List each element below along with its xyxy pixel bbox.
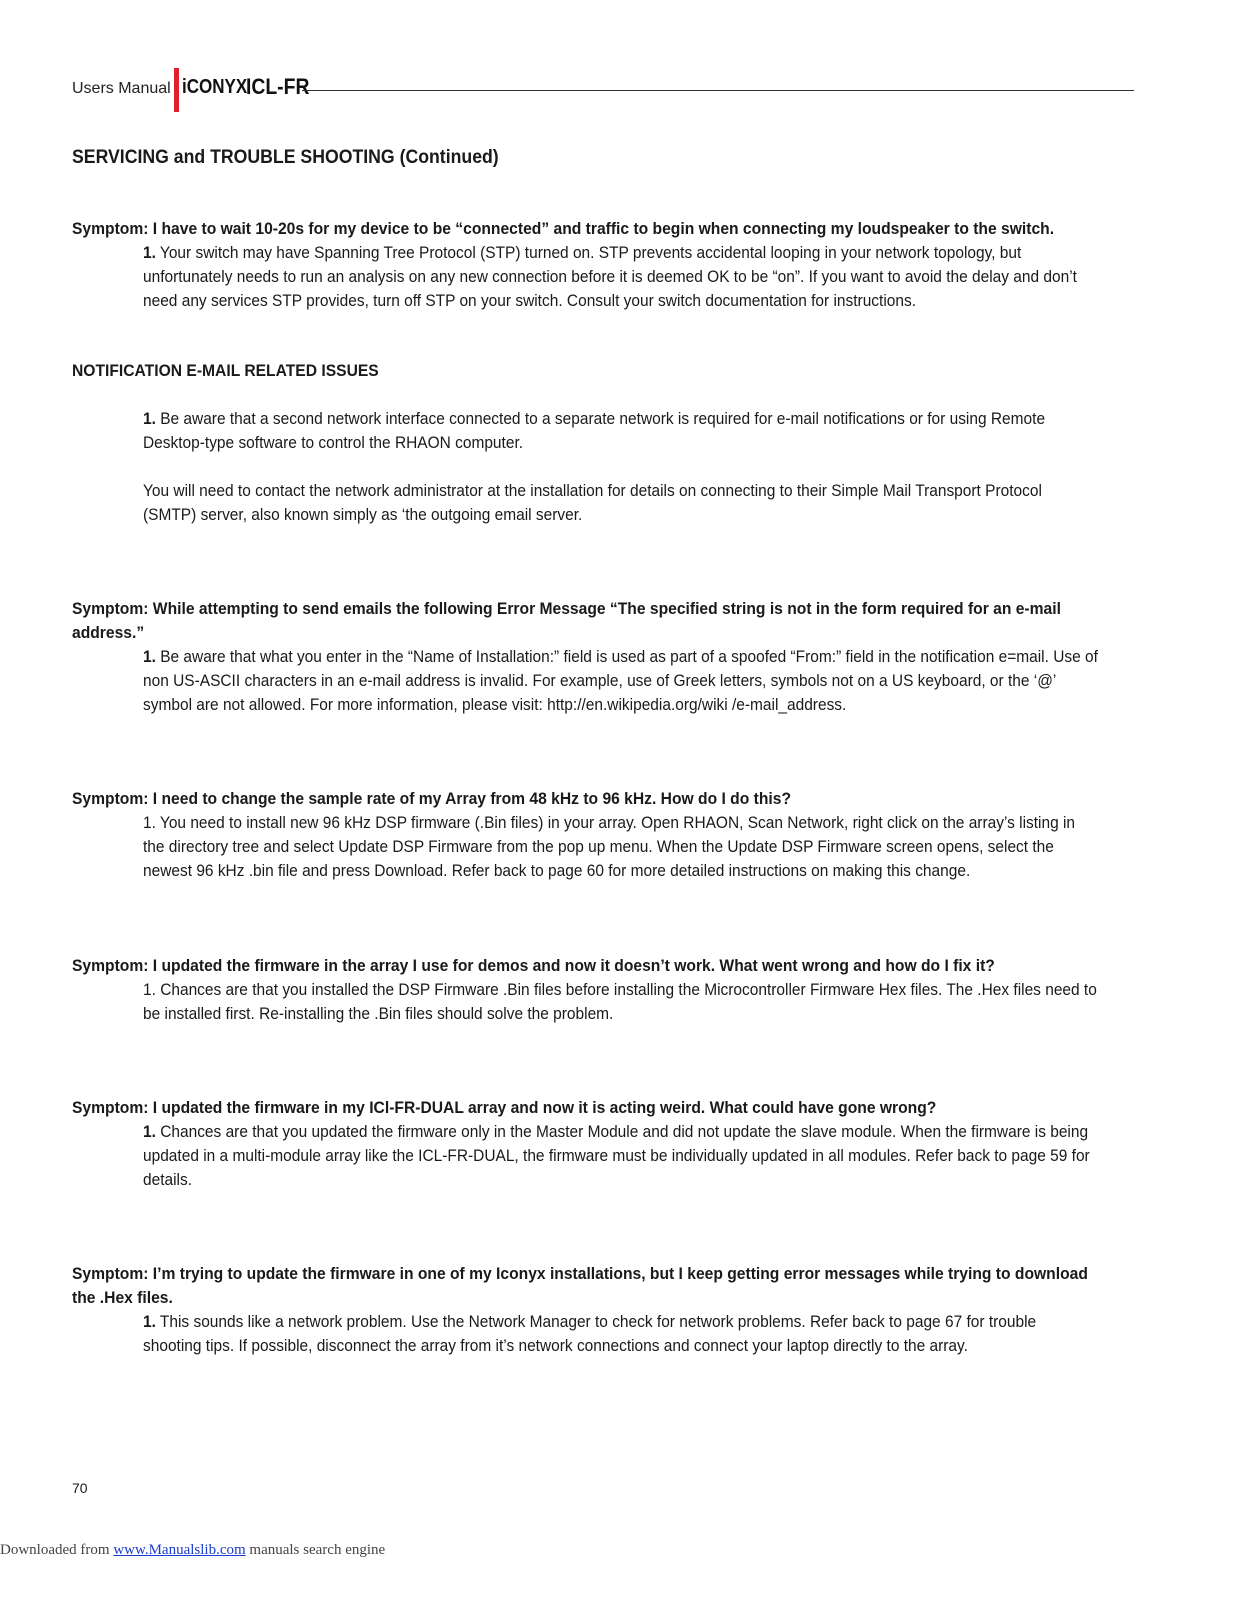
logo-accent-bar [174, 68, 179, 112]
symptom-hex-download: Symptom: I’m trying to update the firmware in one of my Iconyx installations, but I keep getting error messages while trying to download the .Hex files. [72, 1264, 1088, 1307]
answer-number: 1. [143, 1312, 156, 1331]
answer-number: 1. [143, 243, 156, 262]
answer-email-smtp: You will need to contact the network administrator at the installation for details on connecting to their Simple Mail Transport Protocol (SMTP) server, also known simply as ‘the outgoing email server. [143, 481, 1042, 524]
answer-email-error [143, 645, 1099, 717]
answer-number: 1. [143, 647, 156, 666]
download-footer [0, 1542, 385, 1559]
answer-email-interface [143, 407, 1099, 455]
page-header [72, 66, 1134, 112]
answer-sample-rate: 1. You need to install new 96 kHz DSP firmware (.Bin files) in your array. Open RHAON, Scan Network, right click on the array’s listing in the directory tree and select Update DSP Firmware from the pop up menu. When the Update DSP Firmware screen opens, select the newest 96 kHz .bin file and press Download. Refer back to page 60 for more detailed instructions on making this change. [143, 813, 1076, 880]
symptom-demo-firmware: Symptom: I updated the firmware in the array I use for demos and now it doesn’t work. What went wrong and how do I fix it? [72, 956, 995, 975]
answer-stp [143, 241, 1099, 313]
answer-text: Be aware that a second network interface connected to a separate network is required for e-mail notifications or for using Remote Desktop-type software to control the RHAON computer. [143, 409, 1046, 452]
page-title: SERVICING and TROUBLE SHOOTING (Continued) [72, 147, 499, 168]
symptom-sample-rate: Symptom: I need to change the sample rate of my Array from 48 kHz to 96 kHz. How do I do this? [72, 789, 792, 808]
users-manual-label: Users Manual [72, 80, 171, 97]
section-heading-email: NOTIFICATION E-MAIL RELATED ISSUES [72, 361, 379, 380]
page-number: 70 [72, 1480, 88, 1496]
footer-prefix: Downloaded from [0, 1542, 114, 1558]
answer-demo-firmware: 1. Chances are that you installed the DSP Firmware .Bin files before installing the Microcontroller Firmware Hex files. The .Hex files need to be installed first. Re-installing the .Bin files should solve the problem. [143, 980, 1097, 1023]
answer-text: Your switch may have Spanning Tree Protocol (STP) turned on. STP prevents accidental looping in your network topology, but unfortunately needs to run an analysis on any new connection before it is deemed OK to be “on”. If you want to avoid the delay and don’t need any services STP provides, turn off STP on your switch. Consult your switch documentation for instructions. [143, 243, 1077, 310]
answer-dual-array [143, 1120, 1099, 1192]
symptom-email-error: Symptom: While attempting to send emails the following Error Message “The specified string is not in the form required for an e-mail address.” [72, 599, 1061, 642]
symptom-dual-array: Symptom: I updated the firmware in my ICl-FR-DUAL array and now it is acting weird. What could have gone wrong? [72, 1098, 937, 1117]
answer-number: 1. [143, 1122, 156, 1141]
symptom-stp: Symptom: I have to wait 10-20s for my device to be “connected” and traffic to begin when connecting my loudspeaker to the switch. [72, 219, 1055, 238]
footer-suffix: manuals search engine [245, 1542, 386, 1558]
answer-text: Be aware that what you enter in the “Name of Installation:” field is used as part of a spoofed “From:” field in the notification e=mail. Use of non US-ASCII characters in an e-mail address is invalid. For example, use of Greek letters, symbols not on a US keyboard, or the ‘@’ symbol are not allowed. For more information, please visit: http://en.wikipedia.org/wiki /e-mail_address. [143, 647, 1098, 714]
answer-text: This sounds like a network problem. Use the Network Manager to check for network problems. Refer back to page 67 for trouble shooting tips. If possible, disconnect the array from it’s network connections and connect your laptop directly to the array. [143, 1312, 1037, 1355]
answer-number: 1. [143, 409, 156, 428]
model-name: ICL-FR [246, 74, 310, 99]
header-rule [302, 90, 1134, 91]
answer-text: Chances are that you updated the firmware only in the Master Module and did not update the slave module. When the firmware is being updated in a multi-module array like the ICL-FR-DUAL, the firmware must be individually updated in all modules. Refer back to page 59 for details. [143, 1122, 1090, 1189]
iconyx-logo: iCONYX [182, 76, 248, 98]
manualslib-link[interactable]: www.Manualslib.com [113, 1542, 246, 1558]
answer-hex-download [143, 1310, 1099, 1358]
